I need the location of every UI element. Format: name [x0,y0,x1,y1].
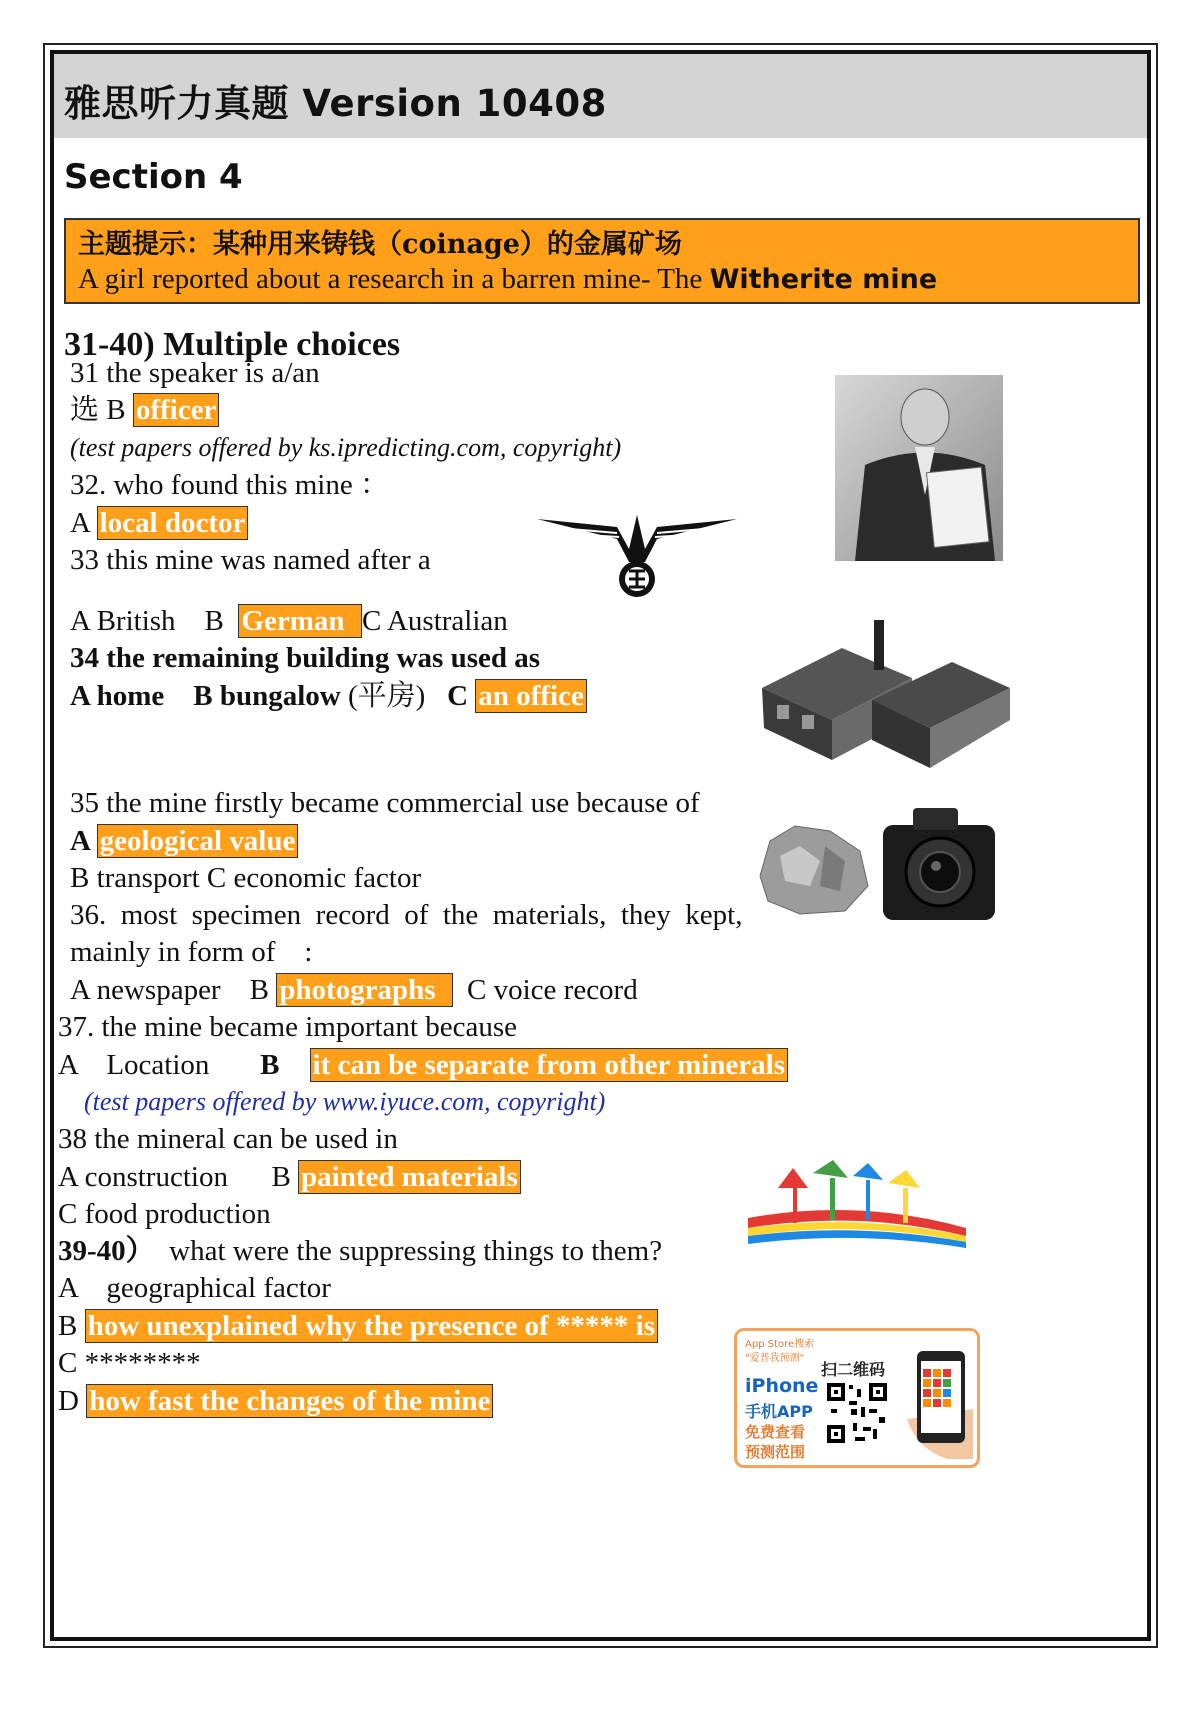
q35-options: B transport C economic factor [70,862,422,894]
q36-option-a: A newspaper B [70,974,277,1006]
topic-english-text: A girl reported about a research in a barren mine- The [78,263,710,295]
ad-line3: 免费查看 [745,1423,806,1441]
q34-option-ab: A home B bungalow [70,680,348,712]
q36-answer: photographs [276,973,453,1007]
paint-buckets-image [748,1158,966,1250]
ad-app-name: "爱普我预测" [745,1353,805,1364]
q31-stem: 31 the speaker is a/an [70,357,320,389]
q35-stem: 35 the mine firstly became commercial use because of [70,787,700,819]
copyright-note-1: (test papers offered by ks.ipredicting.com, copyright) [70,433,622,462]
q34-option-c: C [425,680,476,712]
q39-number: 39-40） [58,1235,155,1267]
q39-option-c: C ******** [58,1347,201,1379]
q33-answer: German [238,604,362,638]
q31-answer: officer [133,393,220,427]
page-title: 雅思听力真题 Version 10408 [64,82,607,125]
topic-chinese: 主题提示：某种用来铸钱（coinage）的金属矿场 [78,229,682,260]
ad-store-text: App Store搜索 [745,1339,815,1350]
camera-photo [878,800,1000,925]
q36-option-c: C voice record [467,974,638,1006]
q39-option-b-prefix: B [58,1310,85,1342]
q33-option-a: A British B [70,605,239,637]
q39-stem [58,1235,662,1268]
q31-prefix: 选 B [70,394,133,426]
q36-stem-line2: mainly in form of : [70,936,313,968]
q31-answer-line [70,394,219,427]
q35-prefix: A [70,825,97,857]
app-advertisement[interactable] [734,1328,980,1468]
section-title: Section 4 [64,157,243,197]
q39-option-a: A geographical factor [58,1272,331,1304]
q34-options [70,680,587,713]
multiple-choice-heading: 31-40) Multiple choices [64,326,401,363]
q34-answer: an office [475,679,587,713]
q39-option-b [58,1310,658,1343]
q38-option-a: A construction B [58,1161,299,1193]
q35-answer-line [70,825,298,858]
q33-option-c: C Australian [362,605,508,637]
q32-answer: local doctor [97,506,249,540]
ad-line4: 预测范围 [745,1443,806,1461]
topic-mine-name: Witherite mine [709,264,938,295]
wooden-building-model [752,600,1014,778]
ad-scan-text: 扫二维码 [821,1360,886,1379]
q38-stem: 38 the mineral can be used in [58,1123,398,1155]
q34-stem: 34 the remaining building was used as [70,642,541,674]
qr-code-icon[interactable] [825,1381,889,1445]
q36-options [70,974,638,1007]
mineral-specimen [750,816,875,921]
q38-option-c: C food production [58,1198,271,1230]
q38-answer: painted materials [298,1160,521,1194]
q32-answer-line [70,507,248,540]
ad-line2: 手机APP [745,1402,813,1421]
q39-answer-d: how fast the changes of the mine [86,1384,493,1418]
old-man-photo [835,375,1003,561]
q38-options [58,1161,521,1194]
q32-stem: 32. who found this mine ： [70,469,389,501]
q39-text: what were the suppressing things to them? [154,1235,663,1267]
q37-answer: it can be separate from other minerals [310,1048,789,1082]
q39-option-d-prefix: D [58,1385,87,1417]
topic-english [78,263,937,296]
q33-stem: 33 this mine was named after a [70,544,431,576]
q37-option-a: A Location [58,1049,261,1081]
eagle-emblem [537,507,737,602]
phone-in-hand-image [907,1349,973,1459]
copyright-note-2: (test papers offered by www.iyuce.com, copyright) [84,1087,606,1116]
q36-stem-line1: 36. most specimen record of the materials, they kept, [70,899,743,931]
q37-stem: 37. the mine became important because [58,1011,517,1043]
q39-answer-b: how unexplained why the presence of ***** is [85,1309,658,1343]
q32-prefix: A [70,507,97,539]
q33-options [70,605,508,638]
q35-answer: geological value [97,824,299,858]
ad-iphone: iPhone [745,1375,819,1397]
q37-options [58,1049,788,1082]
q39-option-d [58,1385,493,1418]
q34-chinese: (平房) [347,680,426,712]
q37-option-b: B [260,1049,280,1081]
